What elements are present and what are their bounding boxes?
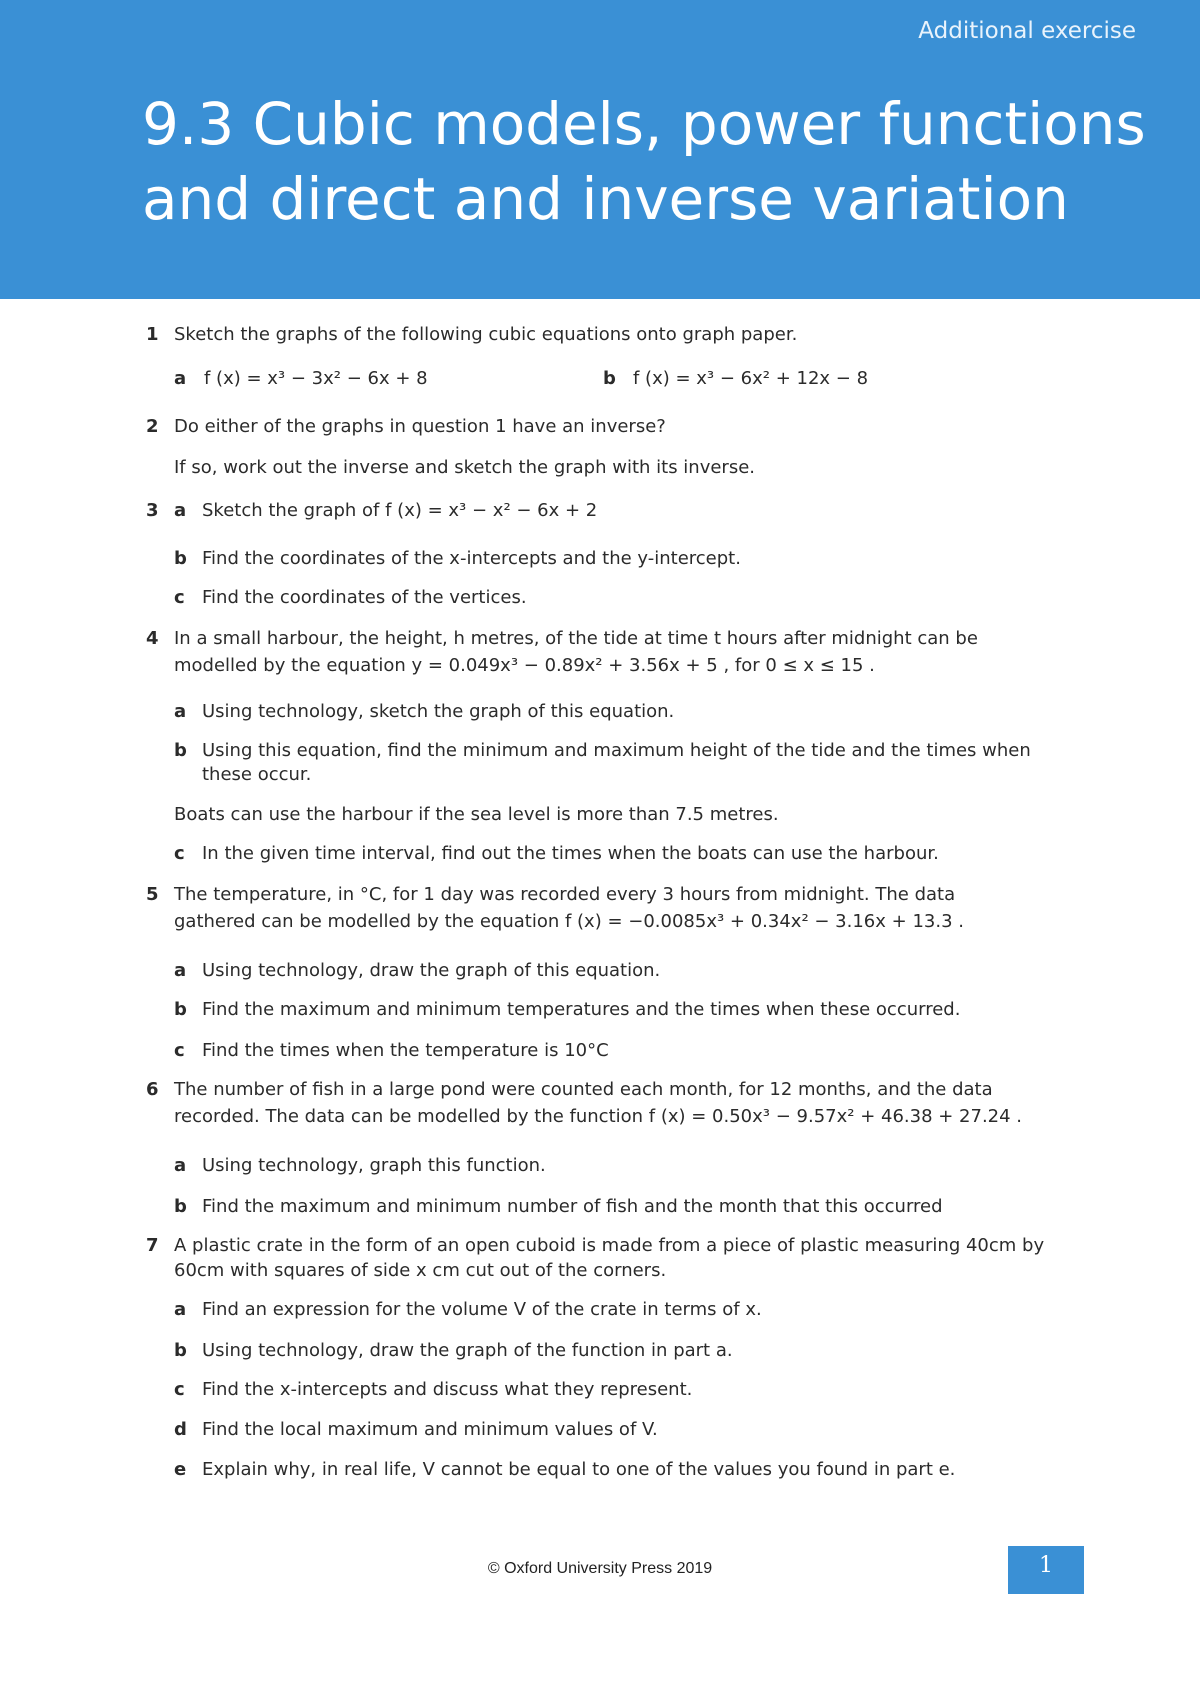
part-letter: a <box>174 1299 187 1320</box>
part-letter: a <box>174 368 187 389</box>
part-text: f (x) = x³ − 3x² − 6x + 8 <box>204 368 428 389</box>
part-text: Sketch the graph of f (x) = x³ − x² − 6x + 2 <box>202 500 598 521</box>
part-letter: a <box>174 500 187 521</box>
part-letter: b <box>174 999 187 1020</box>
part-text: Find the x-intercepts and discuss what they represent. <box>202 1379 693 1400</box>
question-text: A plastic crate in the form of an open cuboid is made from a piece of plastic measuring 40cm by <box>174 1235 1045 1256</box>
part-letter: a <box>174 960 187 981</box>
part-text: Find the maximum and minimum number of fish and the month that this occurred <box>202 1196 943 1217</box>
page-title-line-1: 9.3 Cubic models, power functions <box>142 90 1146 158</box>
question-text: Boats can use the harbour if the sea level is more than 7.5 metres. <box>174 804 779 825</box>
part-text: these occur. <box>202 764 312 785</box>
part-letter: d <box>174 1419 187 1440</box>
question-number: 7 <box>146 1235 159 1256</box>
part-text: Find the coordinates of the x-intercepts and the y-intercept. <box>202 548 741 569</box>
question-text: In a small harbour, the height, h metres, of the tide at time t hours after midnight can be <box>174 628 978 649</box>
question-text: The number of fish in a large pond were counted each month, for 12 months, and the data <box>174 1079 993 1100</box>
part-text: Find the times when the temperature is 10°C <box>202 1040 609 1061</box>
page-title-line-2: and direct and inverse variation <box>142 165 1069 233</box>
part-text: Using technology, graph this function. <box>202 1155 546 1176</box>
part-text: Find the coordinates of the vertices. <box>202 587 527 608</box>
exercise-tag: Additional exercise <box>918 18 1136 44</box>
part-text: Using technology, draw the graph of the function in part a. <box>202 1340 733 1361</box>
part-text: f (x) = x³ − 6x² + 12x − 8 <box>633 368 869 389</box>
part-letter: c <box>174 843 185 864</box>
part-text: Find the local maximum and minimum values of V. <box>202 1419 658 1440</box>
question-text: Sketch the graphs of the following cubic equations onto graph paper. <box>174 324 798 345</box>
part-letter: b <box>174 1196 187 1217</box>
part-text: Find an expression for the volume V of the crate in terms of x. <box>202 1299 762 1320</box>
part-letter: b <box>174 740 187 761</box>
part-letter: c <box>174 587 185 608</box>
page-title <box>142 87 1162 237</box>
part-letter: c <box>174 1379 185 1400</box>
question-number: 5 <box>146 884 159 905</box>
part-text: Using technology, draw the graph of this equation. <box>202 960 661 981</box>
question-number: 1 <box>146 324 159 345</box>
part-text: Using technology, sketch the graph of this equation. <box>202 701 675 722</box>
question-number: 3 <box>146 500 159 521</box>
question-text: 60cm with squares of side x cm cut out of the corners. <box>174 1260 667 1281</box>
part-text: Explain why, in real life, V cannot be equal to one of the values you found in part e. <box>202 1459 956 1480</box>
question-text: modelled by the equation y = 0.049x³ − 0.89x² + 3.56x + 5 , for 0 ≤ x ≤ 15 . <box>174 655 875 676</box>
part-letter: c <box>174 1040 185 1061</box>
question-number: 6 <box>146 1079 159 1100</box>
part-text: Find the maximum and minimum temperatures and the times when these occurred. <box>202 999 961 1020</box>
question-text: Do either of the graphs in question 1 have an inverse? <box>174 416 666 437</box>
part-text: In the given time interval, find out the times when the boats can use the harbour. <box>202 843 939 864</box>
page-number: 1 <box>1008 1546 1084 1594</box>
question-number: 2 <box>146 416 159 437</box>
question-number: 4 <box>146 628 159 649</box>
copyright-notice: © Oxford University Press 2019 <box>487 1560 713 1577</box>
part-letter: b <box>174 548 187 569</box>
part-letter: b <box>603 368 616 389</box>
part-letter: b <box>174 1340 187 1361</box>
question-text: If so, work out the inverse and sketch the graph with its inverse. <box>174 457 756 478</box>
part-letter: a <box>174 1155 187 1176</box>
part-letter: e <box>174 1459 187 1480</box>
part-text: Using this equation, find the minimum and maximum height of the tide and the times when <box>202 740 1031 761</box>
part-letter: a <box>174 701 187 722</box>
question-text: gathered can be modelled by the equation f (x) = −0.0085x³ + 0.34x² − 3.16x + 13.3 . <box>174 911 964 932</box>
question-text: recorded. The data can be modelled by the function f (x) = 0.50x³ − 9.57x² + 46.38 + 27.24 . <box>174 1106 1023 1127</box>
question-text: The temperature, in °C, for 1 day was recorded every 3 hours from midnight. The data <box>174 884 956 905</box>
page-header <box>0 0 1200 299</box>
